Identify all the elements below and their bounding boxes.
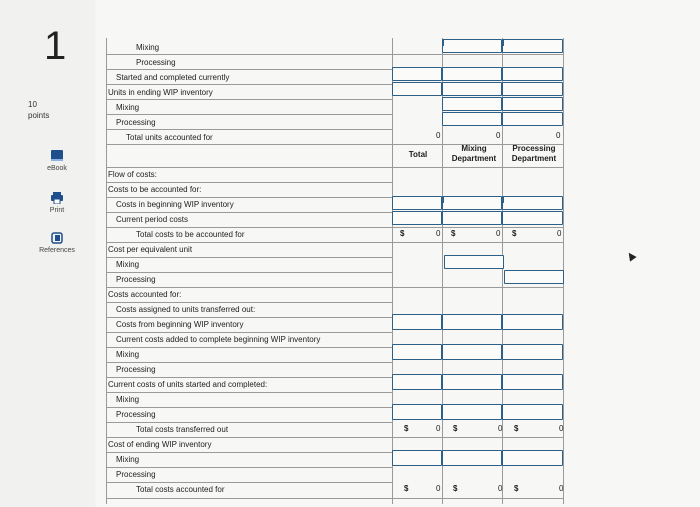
row-line (106, 362, 392, 363)
cost-row-label: Costs to be accounted for: (108, 185, 202, 194)
processing-units-input[interactable] (502, 97, 563, 111)
row-line (106, 257, 392, 258)
processing-cost-input[interactable] (502, 211, 563, 225)
header-mixing-line1: Mixing (461, 144, 487, 153)
row-line (106, 332, 392, 333)
transferred-out-mixing: 0 (498, 424, 503, 433)
mixing-cost-input[interactable] (442, 211, 502, 225)
book-icon (50, 150, 64, 162)
references-icon (50, 232, 64, 244)
total-cost-input[interactable] (392, 450, 442, 466)
table-left-border (106, 38, 107, 504)
total-cost-input[interactable] (392, 344, 442, 360)
currency-symbol: $ (453, 424, 458, 433)
points-label (28, 99, 49, 121)
cost-row-label: Costs from beginning WIP inventory (116, 320, 244, 329)
left-sidebar (0, 0, 95, 507)
currency-symbol: $ (514, 484, 519, 493)
header-processing (504, 144, 564, 164)
row-line (106, 392, 392, 393)
cost-row-label: Mixing (116, 260, 140, 269)
cost-row-label: Processing (116, 275, 156, 284)
worksheet (96, 0, 700, 507)
units-row-label: Mixing (136, 43, 160, 52)
cost-row-label: Flow of costs: (108, 170, 157, 179)
cost-row-label: Mixing (116, 350, 140, 359)
print-label: Print (49, 207, 65, 214)
cost-row-label: Processing (116, 365, 156, 374)
units-total-value: 0 (436, 131, 441, 140)
row-line (106, 167, 563, 168)
total-cost-input[interactable] (392, 374, 442, 390)
row-line (106, 54, 563, 55)
points-value: 10 (28, 100, 37, 109)
row-line (106, 482, 392, 483)
accounted-for-mixing: 0 (498, 484, 503, 493)
currency-symbol: $ (404, 484, 409, 493)
processing-cost-input[interactable] (502, 404, 563, 420)
header-mixing-line2: Department (451, 154, 497, 163)
mixing-units-input[interactable] (442, 39, 502, 53)
row-line (106, 242, 563, 243)
cost-row-label: Mixing (116, 395, 140, 404)
row-line (106, 422, 392, 423)
cost-row-label: Processing (116, 470, 156, 479)
currency-symbol: $ (400, 229, 405, 238)
processing-cost-input[interactable] (502, 344, 563, 360)
units-row-label: Started and completed currently (116, 73, 230, 82)
row-line (106, 347, 392, 348)
transferred-out-total: 0 (436, 424, 441, 433)
row-line (106, 272, 392, 273)
cost-row-label: Mixing (116, 455, 140, 464)
units-mixing-value: 0 (496, 131, 501, 140)
currency-symbol: $ (404, 424, 409, 433)
cost-row-label: Total costs accounted for (136, 485, 225, 494)
units-processing-value: 0 (556, 131, 561, 140)
processing-units-input[interactable] (502, 67, 563, 81)
mixing-cost-input[interactable] (442, 404, 502, 420)
row-line (106, 317, 392, 318)
units-row-label: Units in ending WIP inventory (108, 88, 213, 97)
accounted-for-total: 0 (436, 484, 441, 493)
ebook-label: eBook (47, 165, 67, 172)
units-row-label: Processing (116, 118, 156, 127)
row-line (106, 114, 392, 115)
cost-row-label: Total costs to be accounted for (136, 230, 245, 239)
currency-symbol: $ (514, 424, 519, 433)
row-line (106, 227, 563, 228)
row-line (106, 407, 392, 408)
row-line (106, 69, 392, 70)
cost-row-label: Costs in beginning WIP inventory (116, 200, 234, 209)
row-line (106, 467, 392, 468)
processing-cost-input[interactable] (502, 196, 563, 210)
ebook-button[interactable] (30, 150, 84, 172)
mixing-cost-input[interactable] (442, 374, 502, 390)
points-unit: points (28, 111, 50, 120)
printer-icon (50, 192, 64, 204)
row-line (106, 452, 392, 453)
cost-row-label: Current period costs (116, 215, 189, 224)
total-cost-input[interactable] (392, 404, 442, 420)
cost-row-label: Cost of ending WIP inventory (108, 440, 212, 449)
row-line (106, 84, 392, 85)
currency-symbol: $ (451, 229, 456, 238)
processing-units-input[interactable] (502, 82, 563, 96)
cost-row-label: Costs assigned to units transferred out: (116, 305, 256, 314)
header-processing-line1: Processing (512, 144, 556, 153)
header-mixing (446, 144, 502, 164)
processing-cost-input[interactable] (502, 314, 563, 330)
total-cost-input[interactable] (392, 314, 442, 330)
row-line (106, 498, 563, 499)
costs-to-account-processing: 0 (557, 229, 562, 238)
mixing-cost-input[interactable] (442, 344, 502, 360)
mixing-cost-input[interactable] (442, 314, 502, 330)
currency-symbol: $ (453, 484, 458, 493)
mixing-cpeu-input[interactable] (444, 255, 504, 269)
header-processing-line2: Department (511, 154, 557, 163)
row-line (106, 302, 392, 303)
cost-row-label: Cost per equivalent unit (108, 245, 193, 254)
row-line (106, 129, 392, 130)
total-units-input[interactable] (392, 82, 442, 96)
print-button[interactable] (30, 192, 84, 214)
processing-units-input[interactable] (502, 39, 563, 53)
cost-row-label: Processing (116, 410, 156, 419)
units-row-label: Total units accounted for (126, 133, 213, 142)
mixing-units-input[interactable] (442, 82, 502, 96)
question-number: 1 (44, 24, 67, 68)
row-line (106, 437, 563, 438)
cost-row-label: Current costs of units started and completed: (108, 380, 268, 389)
processing-cost-input[interactable] (502, 450, 563, 466)
cost-row-label: Total costs transferred out (136, 425, 229, 434)
mixing-cost-input[interactable] (442, 450, 502, 466)
total-units-input[interactable] (392, 67, 442, 81)
row-line (106, 99, 392, 100)
row-line (106, 377, 392, 378)
costs-to-account-mixing: 0 (496, 229, 501, 238)
transferred-out-processing: 0 (559, 424, 564, 433)
total-cost-input[interactable] (392, 211, 442, 225)
cost-row-label: Costs accounted for: (108, 290, 182, 299)
row-line (106, 182, 392, 183)
mixing-units-input[interactable] (442, 112, 502, 126)
total-cost-input[interactable] (392, 196, 442, 210)
processing-cost-input[interactable] (502, 374, 563, 390)
mixing-units-input[interactable] (442, 97, 502, 111)
units-row-label: Processing (136, 58, 176, 67)
cost-row-label: Current costs added to complete beginning WIP inventory (116, 335, 321, 344)
references-button[interactable] (30, 232, 84, 254)
units-row-label: Mixing (116, 103, 140, 112)
col-divider-total (392, 38, 393, 504)
mixing-units-input[interactable] (442, 67, 502, 81)
processing-cpeu-input[interactable] (504, 270, 564, 284)
accounted-for-processing: 0 (559, 484, 564, 493)
row-line (106, 287, 563, 288)
mixing-cost-input[interactable] (442, 196, 502, 210)
currency-symbol: $ (512, 229, 517, 238)
references-label: References (39, 247, 75, 254)
processing-units-input[interactable] (502, 112, 563, 126)
costs-to-account-total: 0 (436, 229, 441, 238)
header-total: Total (408, 150, 428, 159)
